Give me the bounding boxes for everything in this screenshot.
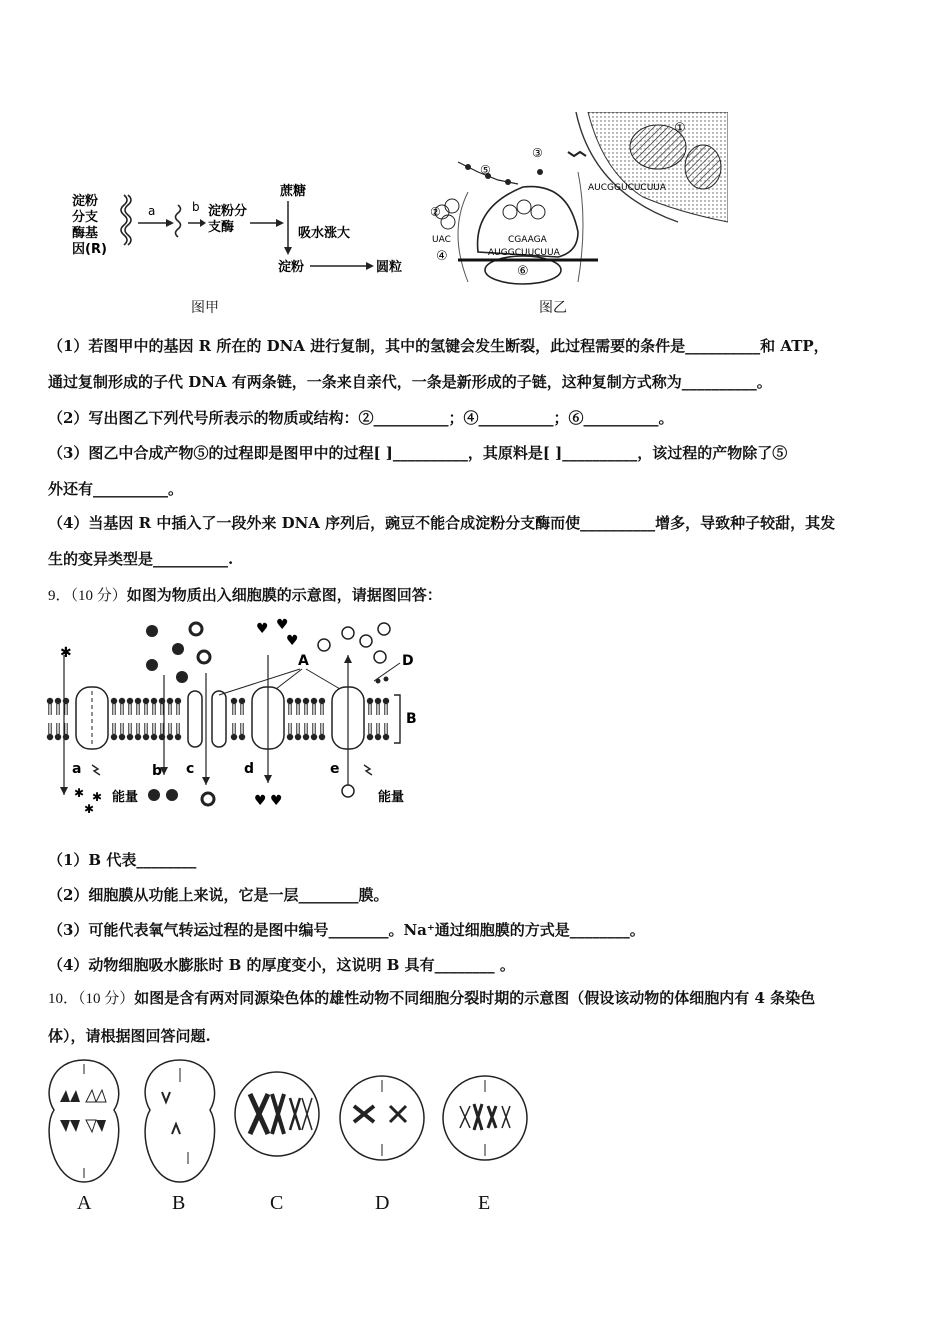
seq-bottom: AUGGCUUCUUA	[488, 248, 560, 258]
figure-yi	[428, 112, 728, 292]
svg-text:淀粉: 淀粉	[278, 260, 305, 275]
svg-text:吸水涨大: 吸水涨大	[298, 226, 351, 241]
q9-part1: （1）B 代表________	[48, 851, 197, 869]
q8-part3-line2: 外还有__________。	[48, 480, 184, 498]
seq-top: AUCGGUCUCUUA	[588, 183, 667, 193]
lipid-head-top	[303, 698, 309, 715]
figure-yi-drawing	[428, 112, 728, 292]
lipid-head-top	[175, 698, 181, 715]
svg-text:✱: ✱	[92, 790, 103, 804]
q9-number: 9．	[48, 588, 71, 604]
q9-stem: 如图为物质出入细胞膜的示意图，请据图回答：	[126, 586, 442, 604]
svg-text:♥: ♥	[270, 793, 283, 809]
lipid-head-top	[375, 698, 381, 715]
label-A: A	[298, 653, 309, 669]
lipid-head-top	[151, 698, 157, 715]
lipid-head-top	[383, 698, 389, 715]
lipid-head-top	[143, 698, 149, 715]
cell-division-figure	[40, 1052, 540, 1192]
q9-part4: （4）动物细胞吸水膨胀时 B 的厚度变小，这说明 B 具有________ 。	[48, 956, 515, 974]
lipid-head-bottom	[383, 723, 389, 740]
lipid-head-top	[367, 698, 373, 715]
lipid-head-bottom	[295, 723, 301, 740]
svg-text:分支: 分支	[72, 210, 99, 225]
figure-jia-caption: 图甲	[191, 300, 219, 316]
q8-part4-line1: （4）当基因 R 中插入了一段外来 DNA 序列后，豌豆不能合成淀粉分支酶而使__________增多，导致种子较甜，其发	[48, 514, 836, 532]
q8-part3-line1: （3）图乙中合成产物⑤的过程即是图甲中的过程[ ]__________，其原料是[ ]__________，该过程的产物除了⑤	[48, 444, 788, 462]
lipid-head-top	[119, 698, 125, 715]
lipid-head-bottom	[175, 723, 181, 740]
q10-heading	[48, 988, 815, 1009]
lipid-head-top	[319, 698, 325, 715]
lipid-head-bottom	[151, 723, 157, 740]
lipid-head-top	[167, 698, 173, 715]
lipid-head-bottom	[367, 723, 373, 740]
svg-text:淀粉: 淀粉	[72, 194, 99, 209]
lipid-head-top	[239, 698, 245, 715]
svg-text:♥: ♥	[254, 793, 267, 809]
lipid-head-top	[55, 698, 61, 715]
lipid-head-top	[287, 698, 293, 715]
svg-text:①: ①	[674, 121, 686, 136]
cell-label-A: A	[77, 1192, 92, 1214]
svg-text:支酶: 支酶	[208, 220, 235, 235]
q8-part1-line2: 通过复制形成的子代 DNA 有两条链，一条来自亲代，一条是新形成的子链，这种复制方式称为__________。	[48, 373, 772, 391]
q9-part3: （3）可能代表氧气转运过程的是图中编号________。Na⁺通过细胞膜的方式是________。	[48, 921, 645, 939]
figure-yi-caption: 图乙	[539, 300, 567, 316]
label-D: D	[402, 653, 414, 669]
label-c: c	[186, 761, 195, 777]
label-b: b	[152, 763, 163, 779]
cell-label-E: E	[478, 1192, 491, 1214]
lipid-head-bottom	[303, 723, 309, 740]
lipid-head-bottom	[375, 723, 381, 740]
lipid-head-bottom	[143, 723, 149, 740]
cell-label-D: D	[375, 1192, 390, 1214]
svg-text:②: ②	[430, 205, 441, 219]
lipid-head-bottom	[319, 723, 325, 740]
cell-division-drawing	[40, 1052, 540, 1192]
lipid-head-top	[311, 698, 317, 715]
lipid-head-bottom	[127, 723, 133, 740]
q10-stem-line2: 体），请根据图回答问题.	[48, 1027, 211, 1045]
svg-text:③: ③	[532, 146, 543, 160]
q8-part4-line2: 生的变异类型是__________.	[48, 550, 234, 568]
label-energy-2: 能量	[378, 790, 405, 805]
svg-text:a: a	[148, 204, 156, 218]
svg-text:♥: ♥	[256, 621, 269, 637]
lipid-head-bottom	[287, 723, 293, 740]
cell-label-C: C	[270, 1192, 284, 1214]
q10-score: （10 分）	[78, 991, 135, 1007]
svg-text:b: b	[192, 200, 200, 214]
membrane-figure	[44, 615, 424, 815]
q8-part1-line1: （1）若图甲中的基因 R 所在的 DNA 进行复制，其中的氢键会发生断裂，此过程需要的条件是__________和 ATP，	[48, 337, 829, 355]
q9-heading	[48, 585, 442, 606]
svg-text:④: ④	[436, 249, 448, 264]
q8-part2: （2）写出图乙下列代号所表示的物质或结构：②__________；④__________；⑥__________。	[48, 409, 674, 427]
lipid-head-bottom	[135, 723, 141, 740]
svg-text:♥: ♥	[286, 633, 299, 649]
figure-jia-drawing	[66, 175, 406, 315]
lipid-head-bottom	[239, 723, 245, 740]
svg-text:蔗糖: 蔗糖	[280, 184, 307, 199]
lipid-head-bottom	[111, 723, 117, 740]
label-B: B	[406, 711, 417, 727]
svg-text:✱: ✱	[84, 802, 95, 815]
anticodon-left: UAC	[432, 235, 451, 245]
q10-stem-line1: 如图是含有两对同源染色体的雄性动物不同细胞分裂时期的示意图（假设该动物的体细胞内有 4 条染色	[134, 989, 816, 1007]
figure-jia	[66, 175, 406, 315]
svg-text:✱: ✱	[60, 645, 72, 661]
svg-text:⑥: ⑥	[517, 264, 529, 279]
lipid-head-bottom	[231, 723, 237, 740]
cell-label-B: B	[172, 1192, 186, 1214]
lipid-head-bottom	[47, 723, 53, 740]
lipid-head-bottom	[119, 723, 125, 740]
svg-text:♥: ♥	[276, 617, 289, 633]
label-d: d	[244, 761, 255, 777]
svg-text:因(R): 因(R)	[72, 242, 107, 257]
lipid-head-bottom	[311, 723, 317, 740]
q9-score: （10 分）	[70, 588, 127, 604]
label-e: e	[330, 761, 340, 777]
anticodon-mid: CGAAGA	[508, 235, 547, 245]
svg-text:✱: ✱	[74, 786, 85, 800]
lipid-head-top	[295, 698, 301, 715]
lipid-head-top	[135, 698, 141, 715]
lipid-head-top	[231, 698, 237, 715]
q10-number: 10．	[48, 991, 79, 1007]
label-energy-1: 能量	[112, 790, 139, 805]
svg-text:圆粒: 圆粒	[376, 260, 403, 275]
svg-text:淀粉分: 淀粉分	[208, 204, 248, 219]
svg-text:⑤: ⑤	[480, 163, 491, 177]
lipid-head-top	[111, 698, 117, 715]
lipid-head-bottom	[55, 723, 61, 740]
label-a: a	[72, 761, 82, 777]
lipid-head-top	[127, 698, 133, 715]
svg-text:酶基: 酶基	[72, 226, 99, 241]
lipid-head-bottom	[167, 723, 173, 740]
lipid-head-top	[47, 698, 53, 715]
q9-part2: （2）细胞膜从功能上来说，它是一层________膜。	[48, 886, 389, 904]
membrane-drawing	[44, 615, 424, 815]
